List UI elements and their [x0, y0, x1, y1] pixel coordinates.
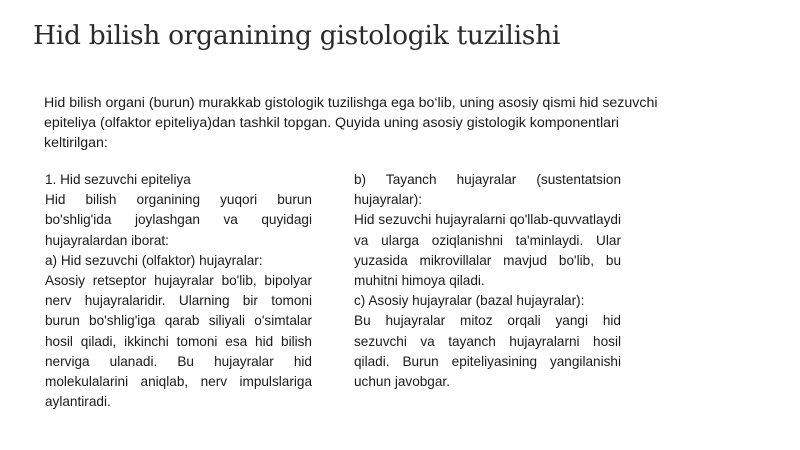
intro-paragraph: Hid bilish organi (burun) murakkab gistologik tuzilishga ega bo‘lib, uning asosiy qismi hid sezuvchi epiteliya (olfaktor epiteliya)dan tashkil topgan. Quyida uning asosiy gistologik komponentlari keltirilgan:: [44, 95, 658, 151]
right-column: [354, 170, 621, 392]
left-column: [45, 170, 312, 412]
basal-cells-description: Bu hujayralar mitoz orqali yangi hid sezuvchi va tayanch hujayralarni hosil qiladi. Burun epiteliyasining yangilanishi uchun javobgar.: [354, 313, 621, 390]
subheading-basal-cells: c) Asosiy hujayralar (bazal hujayralar):: [354, 293, 585, 309]
slide-title: Hid bilish organining gistologik tuzilishi: [33, 20, 561, 51]
olfactory-cells-description: Asosiy retseptor hujayralar bo'lib, bipolyar nerv hujayralaridir. Ularning bir tomoni burun bo'shlig'iga qarab siliyali o'simtalar hosil qiladi, ikkinchi tomoni esa hid bilish nerviga ulanadi. Bu hujayralar hid molekulalarini aniqlab, nerv impulslariga aylantiradi.: [45, 273, 312, 410]
subheading-olfactory-cells: a) Hid sezuvchi (olfaktor) hujayralar:: [45, 252, 263, 268]
supporting-cells-description: Hid sezuvchi hujayralarni qo'llab-quvvatlaydi va ularga oziqlanishni ta'minlaydi. Ular yuzasida mikrovillalar mavjud bo'lib, bu muhitni himoya qiladi.: [354, 212, 621, 289]
epithelium-description: Hid bilish organining yuqori burun bo'shlig'ida joylashgan va quyidagi hujayralardan iborat:: [45, 192, 312, 248]
section-heading-olfactory-epithelium: 1. Hid sezuvchi epiteliya: [45, 172, 191, 187]
subheading-supporting-cells: b) Tayanch hujayralar (sustentatsion hujayralar):: [354, 172, 621, 208]
